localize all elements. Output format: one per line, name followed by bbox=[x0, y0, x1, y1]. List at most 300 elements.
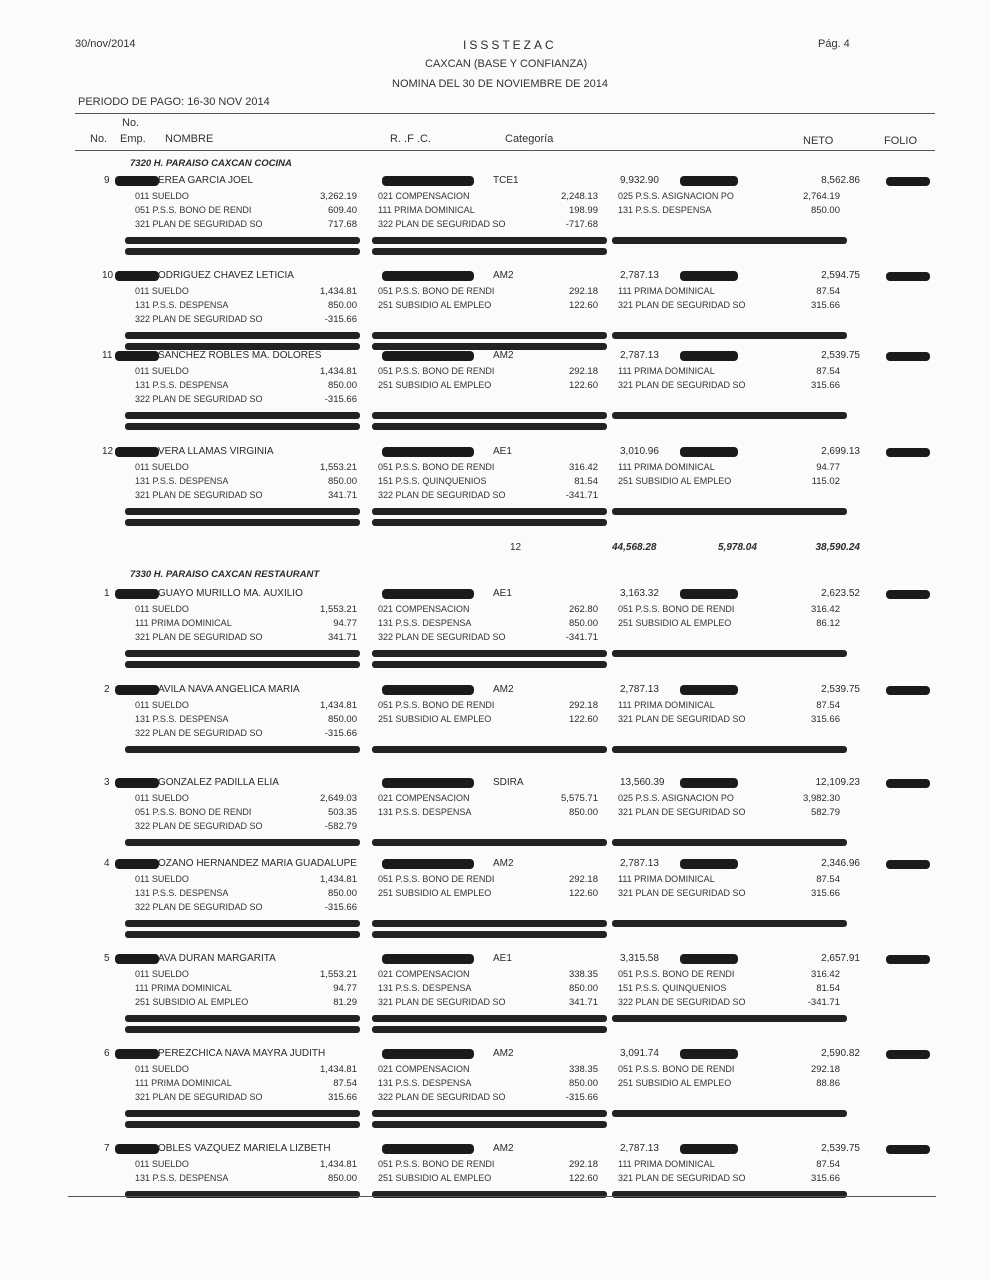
concept-amount: -315.66 bbox=[324, 314, 357, 325]
employee-number: 7 bbox=[104, 1143, 110, 1154]
redaction-bar bbox=[125, 519, 360, 526]
concept-label: 251 SUBSIDIO AL EMPLEO bbox=[378, 714, 492, 724]
redaction-bar bbox=[372, 746, 607, 753]
employee-total: 2,787.13 bbox=[620, 1143, 659, 1154]
concept-amount: 2,649.03 bbox=[320, 793, 357, 804]
concept-label: 021 COMPENSACION bbox=[378, 969, 470, 979]
col-folio: FOLIO bbox=[884, 135, 918, 147]
concept-label: 322 PLAN DE SEGURIDAD SO bbox=[378, 632, 506, 642]
redaction-bar bbox=[372, 343, 607, 350]
concept-amount: 122.60 bbox=[568, 300, 598, 311]
concept-label: 011 SUELDO bbox=[135, 874, 189, 884]
concept-amount: 122.60 bbox=[568, 888, 598, 899]
concept-label: 322 PLAN DE SEGURIDAD SO bbox=[135, 902, 263, 912]
concept-label: 051 P.S.S. BONO DE RENDI bbox=[618, 1064, 735, 1074]
concept-amount: 850.00 bbox=[327, 476, 357, 487]
redacted-deduction bbox=[680, 447, 738, 457]
concept-label: 131 P.S.S. DESPENSA bbox=[378, 618, 472, 628]
concept-label: 251 SUBSIDIO AL EMPLEO bbox=[378, 380, 492, 390]
employee-number: 10 bbox=[102, 270, 114, 281]
concept-label: 251 SUBSIDIO AL EMPLEO bbox=[618, 618, 732, 628]
employee-category: AE1 bbox=[493, 953, 512, 964]
redacted-rfc bbox=[382, 271, 474, 281]
redaction-bar bbox=[612, 839, 847, 846]
redaction-bar bbox=[125, 650, 360, 657]
pay-period: PERIODO DE PAGO: 16-30 NOV 2014 bbox=[78, 96, 270, 108]
concept-label: 011 SUELDO bbox=[135, 700, 189, 710]
redacted-employee-id bbox=[115, 859, 159, 869]
redaction-bar bbox=[612, 746, 847, 753]
redaction-bar bbox=[125, 1110, 360, 1117]
concept-label: 322 PLAN DE SEGURIDAD SO bbox=[378, 490, 506, 500]
concept-amount: 341.71 bbox=[327, 632, 357, 643]
section-neto: 38,590.24 bbox=[815, 542, 860, 553]
employee-neto: 2,539.75 bbox=[821, 684, 860, 695]
concept-amount: 316.42 bbox=[810, 969, 840, 980]
redaction-bar bbox=[372, 839, 607, 846]
employee-name: VERA LLAMAS VIRGINIA bbox=[158, 446, 274, 457]
section-title: 7320 H. PARAISO CAXCAN COCINA bbox=[130, 158, 292, 169]
report-date: 30/nov/2014 bbox=[75, 38, 136, 50]
concept-label: 321 PLAN DE SEGURIDAD SO bbox=[135, 219, 263, 229]
concept-amount: 81.29 bbox=[333, 997, 357, 1008]
concept-amount: 122.60 bbox=[568, 714, 598, 725]
concept-label: 321 PLAN DE SEGURIDAD SO bbox=[135, 632, 263, 642]
employee-category: AM2 bbox=[493, 270, 514, 281]
concept-amount: 717.68 bbox=[327, 219, 357, 230]
concept-label: 322 PLAN DE SEGURIDAD SO bbox=[378, 219, 506, 229]
concept-label: 131 P.S.S. DESPENSA bbox=[135, 380, 229, 390]
redaction-bar bbox=[372, 423, 607, 430]
redaction-bar bbox=[125, 661, 360, 668]
employee-name: OZANO HERNANDEZ MARIA GUADALUPE bbox=[158, 858, 357, 869]
redacted-deduction bbox=[680, 589, 738, 599]
redaction-bar bbox=[372, 1121, 607, 1128]
concept-amount: 1,553.21 bbox=[320, 462, 357, 473]
col-emp: Emp. bbox=[120, 133, 146, 145]
concept-amount: -315.66 bbox=[324, 394, 357, 405]
concept-amount: 850.00 bbox=[327, 888, 357, 899]
concept-amount: 87.54 bbox=[816, 700, 840, 711]
concept-amount: -315.66 bbox=[324, 728, 357, 739]
concept-label: 322 PLAN DE SEGURIDAD SO bbox=[378, 1092, 506, 1102]
concept-amount: 315.66 bbox=[327, 1092, 357, 1103]
concept-amount: -582.79 bbox=[324, 821, 357, 832]
section-title: 7330 H. PARAISO CAXCAN RESTAURANT bbox=[130, 569, 320, 580]
redaction-bar bbox=[372, 1015, 607, 1022]
concept-label: 111 PRIMA DOMINICAL bbox=[135, 983, 232, 993]
employee-total: 13,560.39 bbox=[620, 777, 665, 788]
redacted-deduction bbox=[680, 778, 738, 788]
employee-neto: 2,346.96 bbox=[821, 858, 860, 869]
concept-label: 322 PLAN DE SEGURIDAD SO bbox=[135, 394, 263, 404]
redaction-bar bbox=[372, 519, 607, 526]
header-rule-top bbox=[75, 113, 935, 114]
col-no: No. bbox=[90, 133, 108, 145]
redaction-bar bbox=[125, 1121, 360, 1128]
redacted-rfc bbox=[382, 1049, 474, 1059]
col-rfc: R. .F .C. bbox=[390, 133, 431, 145]
concept-amount: 850.00 bbox=[327, 300, 357, 311]
redaction-bar bbox=[612, 1015, 847, 1022]
redaction-bar bbox=[372, 412, 607, 419]
employee-name: AVA DURAN MARGARITA bbox=[158, 953, 276, 964]
concept-label: 051 P.S.S. BONO DE RENDI bbox=[378, 1159, 495, 1169]
concept-amount: 850.00 bbox=[568, 983, 598, 994]
redaction-bar bbox=[612, 412, 847, 419]
concept-label: 011 SUELDO bbox=[135, 793, 189, 803]
concept-label: 051 P.S.S. BONO DE RENDI bbox=[135, 205, 252, 215]
concept-amount: 315.66 bbox=[810, 380, 840, 391]
employee-neto: 2,623.52 bbox=[821, 588, 860, 599]
employee-number: 12 bbox=[102, 446, 114, 457]
concept-amount: 1,434.81 bbox=[320, 1159, 357, 1170]
redaction-bar bbox=[612, 237, 847, 244]
concept-amount: 5,575.71 bbox=[561, 793, 598, 804]
concept-amount: 582.79 bbox=[810, 807, 840, 818]
redaction-bar bbox=[372, 1026, 607, 1033]
redaction-bar bbox=[125, 931, 360, 938]
concept-amount: 1,434.81 bbox=[320, 874, 357, 885]
concept-amount: 609.40 bbox=[327, 205, 357, 216]
concept-amount: 115.02 bbox=[811, 476, 840, 487]
redacted-deduction bbox=[680, 176, 738, 186]
redacted-employee-id bbox=[115, 685, 159, 695]
concept-amount: 850.00 bbox=[568, 1078, 598, 1089]
redacted-deduction bbox=[680, 1144, 738, 1154]
redacted-rfc bbox=[382, 859, 474, 869]
concept-label: 131 P.S.S. DESPENSA bbox=[378, 807, 472, 817]
concept-amount: -341.71 bbox=[565, 490, 598, 501]
concept-label: 251 SUBSIDIO AL EMPLEO bbox=[618, 476, 732, 486]
concept-amount: 87.54 bbox=[816, 874, 840, 885]
org-subtitle: CAXCAN (BASE Y CONFIANZA) bbox=[425, 58, 588, 70]
employee-category: AM2 bbox=[493, 684, 514, 695]
employee-category: AM2 bbox=[493, 1048, 514, 1059]
employee-name: AVILA NAVA ANGELICA MARIA bbox=[158, 684, 300, 695]
concept-label: 011 SUELDO bbox=[135, 191, 189, 201]
redaction-bar bbox=[125, 248, 360, 255]
concept-label: 321 PLAN DE SEGURIDAD SO bbox=[135, 490, 263, 500]
concept-amount: 3,262.19 bbox=[320, 191, 357, 202]
concept-amount: 1,434.81 bbox=[320, 286, 357, 297]
concept-label: 011 SUELDO bbox=[135, 286, 189, 296]
concept-label: 011 SUELDO bbox=[135, 366, 189, 376]
redacted-deduction bbox=[680, 351, 738, 361]
concept-amount: 3,982.30 bbox=[803, 793, 840, 804]
concept-label: 131 P.S.S. DESPENSA bbox=[378, 983, 472, 993]
concept-amount: 341.71 bbox=[568, 997, 598, 1008]
concept-amount: 87.54 bbox=[816, 286, 840, 297]
employee-total: 2,787.13 bbox=[620, 684, 659, 695]
employee-name: GONZALEZ PADILLA ELIA bbox=[158, 777, 279, 788]
redacted-employee-id bbox=[115, 447, 159, 457]
col-no-top: No. bbox=[122, 117, 140, 129]
employee-total: 3,091.74 bbox=[620, 1048, 659, 1059]
concept-label: 131 P.S.S. DESPENSA bbox=[135, 1173, 229, 1183]
redaction-bar bbox=[372, 508, 607, 515]
concept-amount: 1,434.81 bbox=[320, 700, 357, 711]
employee-number: 6 bbox=[104, 1048, 110, 1059]
concept-label: 251 SUBSIDIO AL EMPLEO bbox=[378, 300, 492, 310]
redaction-bar bbox=[612, 508, 847, 515]
concept-amount: 503.35 bbox=[327, 807, 357, 818]
concept-label: 051 P.S.S. BONO DE RENDI bbox=[618, 604, 735, 614]
concept-amount: -717.68 bbox=[565, 219, 598, 230]
concept-label: 131 P.S.S. DESPENSA bbox=[135, 300, 229, 310]
redaction-bar bbox=[372, 661, 607, 668]
concept-label: 011 SUELDO bbox=[135, 1159, 189, 1169]
employee-category: TCE1 bbox=[493, 175, 519, 186]
concept-amount: -341.71 bbox=[807, 997, 840, 1008]
employee-category: SDIRA bbox=[493, 777, 524, 788]
concept-label: 011 SUELDO bbox=[135, 604, 189, 614]
employee-neto: 2,699.13 bbox=[821, 446, 860, 457]
redacted-folio bbox=[886, 860, 930, 869]
concept-amount: -315.66 bbox=[565, 1092, 598, 1103]
concept-amount: 2,764.19 bbox=[803, 191, 840, 202]
concept-label: 131 P.S.S. DESPENSA bbox=[378, 1078, 472, 1088]
redacted-employee-id bbox=[115, 589, 159, 599]
concept-label: 011 SUELDO bbox=[135, 969, 189, 979]
concept-label: 131 P.S.S. DESPENSA bbox=[135, 476, 229, 486]
redaction-bar bbox=[612, 920, 847, 927]
redacted-rfc bbox=[382, 447, 474, 457]
employee-name: EREA GARCIA JOEL bbox=[158, 175, 254, 186]
concept-label: 051 P.S.S. BONO DE RENDI bbox=[135, 807, 252, 817]
concept-amount: 341.71 bbox=[327, 490, 357, 501]
concept-label: 021 COMPENSACION bbox=[378, 793, 470, 803]
redaction-bar bbox=[612, 650, 847, 657]
concept-label: 321 PLAN DE SEGURIDAD SO bbox=[618, 1173, 746, 1183]
concept-label: 151 P.S.S. QUINQUENIOS bbox=[618, 983, 727, 993]
concept-amount: 81.54 bbox=[574, 476, 598, 487]
org-title: ISSSTEZAC bbox=[463, 38, 557, 52]
concept-amount: 1,553.21 bbox=[320, 604, 357, 615]
redaction-bar bbox=[125, 746, 360, 753]
concept-label: 322 PLAN DE SEGURIDAD SO bbox=[135, 314, 263, 324]
employee-neto: 12,109.23 bbox=[815, 777, 860, 788]
footer-rule bbox=[68, 1196, 936, 1197]
employee-total: 2,787.13 bbox=[620, 270, 659, 281]
employee-category: AM2 bbox=[493, 1143, 514, 1154]
redaction-bar bbox=[372, 237, 607, 244]
concept-label: 021 COMPENSACION bbox=[378, 604, 470, 614]
concept-amount: 850.00 bbox=[568, 807, 598, 818]
page-number: Pág. 4 bbox=[818, 38, 850, 50]
employee-total: 3,315.58 bbox=[620, 953, 659, 964]
concept-amount: 850.00 bbox=[327, 380, 357, 391]
employee-neto: 2,539.75 bbox=[821, 350, 860, 361]
concept-label: 131 P.S.S. DESPENSA bbox=[135, 714, 229, 724]
concept-label: 051 P.S.S. BONO DE RENDI bbox=[378, 286, 495, 296]
concept-amount: -341.71 bbox=[565, 632, 598, 643]
concept-amount: 292.18 bbox=[568, 700, 598, 711]
redacted-folio bbox=[886, 272, 930, 281]
employee-total: 3,010.96 bbox=[620, 446, 659, 457]
employee-category: AE1 bbox=[493, 588, 512, 599]
concept-amount: 86.12 bbox=[816, 618, 840, 629]
employee-category: AM2 bbox=[493, 858, 514, 869]
section-deductions: 5,978.04 bbox=[718, 542, 757, 553]
col-categoria: Categoría bbox=[505, 133, 554, 145]
redacted-rfc bbox=[382, 954, 474, 964]
concept-label: 111 PRIMA DOMINICAL bbox=[618, 874, 715, 884]
employee-number: 9 bbox=[104, 175, 110, 186]
col-neto: NETO bbox=[803, 135, 834, 147]
concept-label: 051 P.S.S. BONO DE RENDI bbox=[378, 462, 495, 472]
concept-label: 251 SUBSIDIO AL EMPLEO bbox=[618, 1078, 732, 1088]
concept-label: 051 P.S.S. BONO DE RENDI bbox=[378, 874, 495, 884]
concept-label: 321 PLAN DE SEGURIDAD SO bbox=[618, 807, 746, 817]
redaction-bar bbox=[125, 343, 360, 350]
concept-amount: 338.35 bbox=[568, 969, 598, 980]
concept-label: 111 PRIMA DOMINICAL bbox=[378, 205, 475, 215]
concept-amount: 87.54 bbox=[816, 366, 840, 377]
concept-amount: 292.18 bbox=[568, 366, 598, 377]
redaction-bar bbox=[372, 1110, 607, 1117]
concept-amount: 1,553.21 bbox=[320, 969, 357, 980]
concept-amount: 262.80 bbox=[568, 604, 598, 615]
concept-label: 321 PLAN DE SEGURIDAD SO bbox=[618, 888, 746, 898]
concept-amount: 292.18 bbox=[568, 286, 598, 297]
concept-amount: 850.00 bbox=[327, 714, 357, 725]
redacted-rfc bbox=[382, 589, 474, 599]
redacted-employee-id bbox=[115, 176, 159, 186]
concept-amount: 315.66 bbox=[810, 714, 840, 725]
redacted-folio bbox=[886, 177, 930, 186]
concept-amount: 87.54 bbox=[333, 1078, 357, 1089]
concept-amount: 94.77 bbox=[333, 618, 357, 629]
concept-amount: 122.60 bbox=[568, 380, 598, 391]
concept-amount: 316.42 bbox=[568, 462, 598, 473]
employee-name: PEREZCHICA NAVA MAYRA JUDITH bbox=[158, 1048, 326, 1059]
redaction-bar bbox=[372, 931, 607, 938]
redacted-rfc bbox=[382, 176, 474, 186]
header-rule-bottom bbox=[75, 150, 935, 151]
concept-label: 321 PLAN DE SEGURIDAD SO bbox=[378, 997, 506, 1007]
employee-neto: 8,562.86 bbox=[821, 175, 860, 186]
employee-neto: 2,539.75 bbox=[821, 1143, 860, 1154]
concept-label: 111 PRIMA DOMINICAL bbox=[135, 1078, 232, 1088]
section-count: 12 bbox=[510, 542, 522, 553]
concept-label: 321 PLAN DE SEGURIDAD SO bbox=[135, 1092, 263, 1102]
employee-name: SANCHEZ ROBLES MA. DOLORES bbox=[158, 350, 322, 361]
employee-total: 9,932.90 bbox=[620, 175, 659, 186]
concept-label: 131 P.S.S. DESPENSA bbox=[135, 888, 229, 898]
concept-amount: 292.18 bbox=[568, 1159, 598, 1170]
concept-amount: 315.66 bbox=[810, 1173, 840, 1184]
redaction-bar bbox=[125, 920, 360, 927]
nomina-title: NOMINA DEL 30 DE NOVIEMBRE DE 2014 bbox=[392, 78, 608, 90]
redacted-rfc bbox=[382, 778, 474, 788]
redacted-employee-id bbox=[115, 954, 159, 964]
concept-label: 251 SUBSIDIO AL EMPLEO bbox=[378, 888, 492, 898]
concept-label: 111 PRIMA DOMINICAL bbox=[618, 286, 715, 296]
concept-label: 321 PLAN DE SEGURIDAD SO bbox=[618, 380, 746, 390]
redacted-folio bbox=[886, 1050, 930, 1059]
redacted-deduction bbox=[680, 954, 738, 964]
concept-label: 051 P.S.S. BONO DE RENDI bbox=[378, 366, 495, 376]
concept-label: 051 P.S.S. BONO DE RENDI bbox=[618, 969, 735, 979]
redacted-deduction bbox=[680, 685, 738, 695]
redacted-folio bbox=[886, 1145, 930, 1154]
redaction-bar bbox=[125, 1015, 360, 1022]
employee-total: 2,787.13 bbox=[620, 858, 659, 869]
redaction-bar bbox=[125, 423, 360, 430]
redacted-employee-id bbox=[115, 271, 159, 281]
concept-amount: 316.42 bbox=[810, 604, 840, 615]
redacted-folio bbox=[886, 686, 930, 695]
concept-amount: 850.00 bbox=[327, 1173, 357, 1184]
concept-amount: 1,434.81 bbox=[320, 1064, 357, 1075]
concept-label: 322 PLAN DE SEGURIDAD SO bbox=[135, 728, 263, 738]
concept-amount: 292.18 bbox=[568, 874, 598, 885]
concept-label: 322 PLAN DE SEGURIDAD SO bbox=[135, 821, 263, 831]
col-nombre: NOMBRE bbox=[165, 133, 214, 145]
redacted-deduction bbox=[680, 859, 738, 869]
redacted-employee-id bbox=[115, 778, 159, 788]
redaction-bar bbox=[125, 839, 360, 846]
employee-category: AE1 bbox=[493, 446, 512, 457]
redacted-folio bbox=[886, 448, 930, 457]
redaction-bar bbox=[372, 248, 607, 255]
employee-category: AM2 bbox=[493, 350, 514, 361]
concept-label: 011 SUELDO bbox=[135, 1064, 189, 1074]
employee-number: 11 bbox=[102, 350, 113, 361]
redacted-employee-id bbox=[115, 1144, 159, 1154]
redaction-bar bbox=[125, 412, 360, 419]
employee-neto: 2,657.91 bbox=[821, 953, 860, 964]
concept-amount: 87.54 bbox=[816, 1159, 840, 1170]
concept-label: 021 COMPENSACION bbox=[378, 1064, 470, 1074]
employee-number: 3 bbox=[104, 777, 110, 788]
concept-amount: 88.86 bbox=[816, 1078, 840, 1089]
employee-neto: 2,594.75 bbox=[821, 270, 860, 281]
concept-label: 051 P.S.S. BONO DE RENDI bbox=[378, 700, 495, 710]
redacted-folio bbox=[886, 955, 930, 964]
concept-label: 111 PRIMA DOMINICAL bbox=[618, 366, 715, 376]
section-total: 44,568.28 bbox=[612, 542, 657, 553]
concept-label: 251 SUBSIDIO AL EMPLEO bbox=[378, 1173, 492, 1183]
concept-label: 131 P.S.S. DESPENSA bbox=[618, 205, 712, 215]
concept-amount: 315.66 bbox=[810, 300, 840, 311]
concept-label: 251 SUBSIDIO AL EMPLEO bbox=[135, 997, 249, 1007]
redacted-folio bbox=[886, 590, 930, 599]
redaction-bar bbox=[372, 920, 607, 927]
redacted-employee-id bbox=[115, 1049, 159, 1059]
redacted-folio bbox=[886, 352, 930, 361]
employee-name: GUAYO MURILLO MA. AUXILIO bbox=[158, 588, 303, 599]
concept-label: 321 PLAN DE SEGURIDAD SO bbox=[618, 714, 746, 724]
redaction-bar bbox=[125, 508, 360, 515]
employee-name: ODRIGUEZ CHAVEZ LETICIA bbox=[158, 270, 294, 281]
employee-number: 2 bbox=[104, 684, 110, 695]
concept-amount: 338.35 bbox=[568, 1064, 598, 1075]
concept-label: 111 PRIMA DOMINICAL bbox=[618, 462, 715, 472]
concept-amount: 1,434.81 bbox=[320, 366, 357, 377]
concept-label: 321 PLAN DE SEGURIDAD SO bbox=[618, 300, 746, 310]
concept-label: 025 P.S.S. ASIGNACION PO bbox=[618, 793, 734, 803]
redaction-bar bbox=[125, 1026, 360, 1033]
concept-amount: 94.77 bbox=[816, 462, 840, 473]
employee-neto: 2,590.82 bbox=[821, 1048, 860, 1059]
redaction-bar bbox=[372, 650, 607, 657]
concept-amount: 81.54 bbox=[816, 983, 840, 994]
concept-amount: 315.66 bbox=[810, 888, 840, 899]
concept-amount: 94.77 bbox=[333, 983, 357, 994]
employee-name: OBLES VAZQUEZ MARIELA LIZBETH bbox=[158, 1143, 331, 1154]
